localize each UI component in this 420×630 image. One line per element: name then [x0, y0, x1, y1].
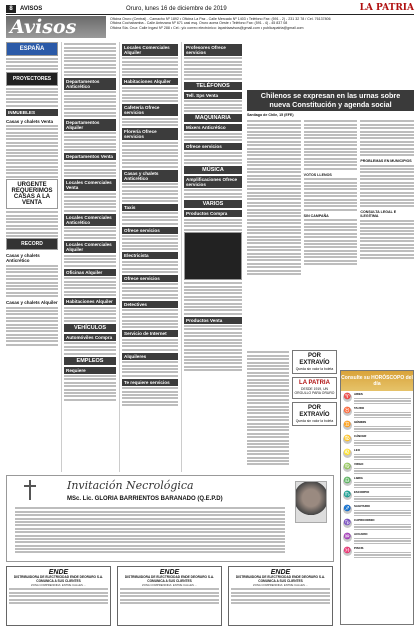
sign-text: [354, 407, 411, 419]
listing-text: [122, 118, 178, 127]
category-heading: Locales Comerciales Anticrético: [64, 214, 116, 226]
ende-text: [231, 588, 330, 604]
ende-text: [120, 588, 219, 604]
sign-text-lines: [354, 468, 411, 475]
sign-name: PISCIS: [354, 546, 364, 550]
category-heading: Electricista: [122, 252, 178, 259]
category-musica: MÚSICA: [184, 166, 242, 174]
category-heading: Requiere: [64, 367, 116, 374]
sign-name: CÁNCER: [354, 434, 367, 438]
category-heading: Ofrece servicios: [122, 227, 178, 234]
category-heading: Servicio de Internet: [122, 330, 178, 337]
sign-name: ARIES: [354, 392, 363, 396]
ad-proyectores: PROYECTORES: [6, 72, 58, 86]
sign-text: [354, 463, 411, 475]
horoscope-title: Consulte su HORÓSCOPO del día: [341, 371, 413, 391]
category-inmuebles: INMUEBLES: [6, 109, 58, 116]
cross-icon: [23, 480, 37, 500]
ende-logo: ENDE: [48, 569, 69, 576]
listing-text: [122, 387, 178, 406]
office-line: Oficina Oruro (Central) - Camacho Nº 1892 • Oficina La Paz - Calle Mercado Nº 1403 • Teléfono Fax: (591 - 2) - 231 32 78 / Cel. 76137806: [110, 17, 331, 21]
category-heading: Habitaciones Alquiler: [64, 298, 116, 305]
ende-zone: ZONA COMPRENDIDA: ENTRE CALLES ...: [141, 582, 198, 587]
zodiac-icon: ♊: [343, 422, 352, 428]
listing-text: [122, 235, 178, 251]
listing-text: [64, 342, 116, 354]
ende-notice: [228, 566, 333, 626]
sign-text: [354, 421, 411, 433]
listing-text: [64, 255, 116, 267]
sign-name: SAGITARIO: [354, 504, 370, 508]
horoscope-sign: [343, 547, 411, 559]
listing-text: [122, 212, 178, 224]
listing-text: [184, 282, 242, 315]
classified-column-4: [184, 42, 242, 472]
sign-text-lines: [354, 552, 411, 559]
listing-text: [64, 375, 116, 401]
listing-text: [184, 152, 242, 164]
sign-text-lines: [354, 398, 411, 405]
zodiac-icon: ♉: [343, 408, 352, 414]
ad-text: [6, 58, 58, 70]
article-text: [360, 120, 414, 156]
category-heading: Oficinas Alquiler: [64, 269, 116, 276]
listing-text: [64, 277, 116, 296]
sign-text: [354, 519, 411, 531]
category-heading: Locales Comerciales Alquiler: [122, 44, 178, 56]
classified-column-1: [6, 42, 58, 472]
sign-text-lines: [354, 496, 411, 503]
category-heading: Mixers Anticrético: [184, 124, 242, 131]
zodiac-icon: ♒: [343, 534, 352, 540]
article-column: [304, 119, 358, 276]
section-name: AVISOS: [20, 6, 43, 12]
category-heading: Detectives: [122, 301, 178, 308]
horoscope-sign: [343, 519, 411, 531]
article-column: [360, 119, 414, 276]
listing-text: [122, 283, 178, 299]
classified-column-3: [122, 42, 178, 472]
listing-text: [64, 132, 116, 151]
listing-text: [64, 307, 116, 323]
la-patria-promo: [292, 377, 337, 398]
column-divider: [181, 42, 182, 472]
mini-ad-title: POR EXTRAVÍO: [299, 404, 330, 418]
listing-text: [6, 307, 58, 346]
horoscope-sign: [343, 407, 411, 419]
office-line: Oficina Cochabamba - Calle Antezana Nº 671 casi esq. Oruro acera Oeste • Teléfono Fax: (591 - 4) - 45 837 08: [110, 21, 288, 26]
category-heading: Cafetería Ofrece servicios: [122, 104, 178, 116]
sign-name: TAURO: [354, 406, 365, 410]
zodiac-icon: ♈: [343, 394, 352, 400]
zodiac-icon: ♍: [343, 464, 352, 470]
mini-ads-column: [292, 350, 337, 470]
deceased-photo: [295, 481, 327, 523]
necrology-notice: [6, 475, 334, 562]
category-heading: Productos Venta: [184, 317, 242, 324]
category-heading: Florería Ofrece servicios: [122, 128, 178, 140]
listing-text: [6, 125, 58, 178]
category-varios: VARIOS: [184, 200, 242, 208]
article-text: [304, 178, 358, 211]
article-text: [360, 165, 414, 208]
subcategory: Casas y chalets Venta: [6, 118, 54, 124]
article-subhead: CONSULTA LEGAL E ILEGÍTIMA: [360, 210, 397, 219]
zodiac-icon: ♓: [343, 548, 352, 554]
sign-text-lines: [354, 454, 411, 461]
sign-text: [354, 533, 411, 545]
mini-ad-title: POR EXTRAVÍO: [299, 353, 330, 366]
ende-logo: ENDE: [270, 569, 291, 576]
ende-notice: [6, 566, 111, 626]
column-divider: [61, 42, 62, 472]
category-heading: Alquileres: [122, 353, 178, 360]
lost-notice-ad: [292, 350, 337, 374]
article-subhead: SIN CAMPAÑA: [303, 213, 329, 218]
horoscope-box: [340, 370, 414, 625]
ende-heading: DISTRIBUIDORA DE ELECTRICIDAD ENDE DEORURO S.A. COMUNICA A SUS CLIENTES: [124, 575, 215, 583]
listing-text: [184, 57, 242, 79]
necrology-title: Invitación Necrológica: [67, 479, 194, 492]
listing-text: [184, 133, 242, 142]
listing-text: [122, 57, 178, 76]
listing-text: [64, 227, 116, 239]
horoscope-sign: [343, 533, 411, 545]
listing-text: [184, 325, 242, 371]
zodiac-icon: ♋: [343, 436, 352, 442]
article-dateline: Santiago de Chile, 15 (EFE): [247, 113, 294, 117]
horoscope-sign: [343, 477, 411, 489]
avisos-title: Avisos: [6, 16, 106, 38]
classified-column-5: [247, 350, 289, 470]
article-subhead: PROBLEMAS EN MUNICIPIOS: [360, 159, 412, 164]
category-vehiculos: VEHÍCULOS: [64, 324, 116, 332]
sign-text-lines: [354, 426, 411, 433]
ad-espana: ESPAÑA: [6, 42, 58, 56]
article-text: [304, 219, 358, 265]
zodiac-icon: ♏: [343, 492, 352, 498]
ende-heading: DISTRIBUIDORA DE ELECTRICIDAD ENDE DEORURO S.A. COMUNICA A SUS CLIENTES: [235, 575, 326, 583]
listing-text: [122, 309, 178, 328]
ad-text: [6, 88, 58, 107]
category-heading: Departamentos Anticrético: [64, 78, 116, 90]
sign-text: [354, 491, 411, 503]
sign-name: GÉMINIS: [354, 420, 367, 424]
zodiac-icon: ♐: [343, 506, 352, 512]
listing-text: [64, 91, 116, 117]
newspaper-name: LA PATRIA: [359, 3, 414, 13]
ende-notice: [117, 566, 222, 626]
lost-notice-ad: [292, 402, 337, 426]
column-divider: [119, 42, 120, 472]
category-heading: Automóviles Compra: [64, 334, 116, 341]
category-heading: Departamentos Alquiler: [64, 119, 116, 131]
subcategory: Casas y chalets Alquiler: [6, 300, 58, 306]
category-heading: Locales Comerciales Alquiler: [64, 241, 116, 253]
ende-heading: DISTRIBUIDORA DE ELECTRICIDAD ENDE DEORURO S.A. COMUNICA A SUS CLIENTES: [13, 575, 104, 583]
category-heading: Ofrece servicios: [122, 275, 178, 282]
sign-name: VIRGO: [354, 462, 364, 466]
listing-text: [184, 189, 242, 198]
category-heading: Locales Comerciales Venta: [64, 179, 116, 191]
ende-zone: ZONA COMPRENDIDA: ENTRE CALLES ...: [252, 582, 309, 587]
category-heading: Tell. Sps Venta: [184, 92, 242, 99]
category-heading: Amplificaciones Ofrece servicios: [184, 176, 242, 188]
sign-text: [354, 505, 411, 517]
category-empleos: EMPLEOS: [64, 357, 116, 365]
listing-text: [122, 261, 178, 273]
listing-text: [64, 162, 116, 178]
sign-text: [354, 393, 411, 405]
category-maquinaria: MAQUINARIA: [184, 114, 242, 122]
office-line: Oficina Sta. Cruz: Calle Ingavi Nº 288 • Cel.: y/o correo electrónico: lapatriaavisos@gmail.com • publicapatria@gmail.com: [110, 25, 304, 30]
listing-text: [184, 100, 242, 112]
article-column: [247, 119, 301, 276]
horoscope-sign: [343, 393, 411, 405]
ad-record: RECORD: [6, 238, 58, 250]
news-article: [247, 90, 414, 345]
listing-text: [184, 219, 242, 231]
sign-name: LEO: [354, 448, 360, 452]
category-heading: Te requiere servicios: [122, 379, 178, 386]
ad-image-block: [184, 232, 242, 280]
ad-urgent-text: URGENTE REQUERIMOS CASAS A LA VENTA: [11, 182, 53, 207]
page-header: [6, 5, 414, 15]
sign-text: [354, 449, 411, 461]
listing-text: [122, 183, 178, 202]
horoscope-sign: [343, 449, 411, 461]
zodiac-icon: ♌: [343, 450, 352, 456]
article-text: [247, 120, 301, 275]
category-heading: Profesores Ofrece servicios: [184, 44, 242, 56]
article-headline[interactable]: Chilenos se expresan en las urnas sobre nueva Constitución y agenda social: [247, 90, 414, 111]
sign-text-lines: [354, 510, 411, 517]
horoscope-list: [341, 393, 413, 559]
sign-text-lines: [354, 412, 411, 419]
mini-ad-title: LA PATRIA: [299, 380, 330, 387]
sign-text-lines: [354, 440, 411, 447]
listing-text: [122, 142, 178, 168]
sign-text-lines: [354, 524, 411, 531]
listing-text: [122, 339, 178, 351]
article-text: [360, 220, 414, 259]
category-heading: Habitaciones Alquiler: [122, 78, 178, 85]
listing-text: [6, 265, 58, 298]
category-heading: Departamentos Venta: [64, 153, 116, 160]
sign-text: [354, 547, 411, 559]
listing-text: [247, 351, 289, 465]
article-subhead: VOTOS LLENOS: [303, 172, 332, 177]
sign-text: [354, 477, 411, 489]
listing-text: [64, 193, 116, 212]
classified-column-2: [64, 42, 116, 472]
sign-text: [354, 435, 411, 447]
zodiac-icon: ♎: [343, 478, 352, 484]
category-heading: Taxis: [122, 204, 178, 211]
listing-text: [6, 211, 58, 237]
article-body: [247, 119, 414, 276]
mini-ad-text: Queda sin valor la boleta: [295, 367, 334, 371]
ende-text: [9, 588, 108, 604]
mini-ad-text: DESDE 1919, UN ORGULLO PARA ORURO: [294, 387, 335, 396]
listing-text: [64, 43, 116, 76]
horoscope-sign: [343, 435, 411, 447]
sign-text-lines: [354, 538, 411, 545]
page-number: 8: [6, 5, 16, 13]
category-telefonos: TELÉFONOS: [184, 82, 242, 90]
category-heading: Ofrece servicios: [184, 143, 242, 150]
listing-text: [122, 361, 178, 377]
sign-text-lines: [354, 482, 411, 489]
deceased-name: MSc. Lic. GLORIA BARRIENTOS BARANADO (Q.E.P.D): [67, 496, 223, 502]
zodiac-icon: ♑: [343, 520, 352, 526]
avisos-banner: [6, 16, 414, 38]
subcategory: Casas y chalets Anticrético: [6, 253, 40, 264]
horoscope-sign: [343, 505, 411, 517]
category-heading: Productos Compra: [184, 210, 242, 217]
sign-name: ESCORPIO: [354, 490, 370, 494]
office-addresses: [110, 17, 414, 30]
sign-name: CAPRICORNIO: [354, 518, 375, 522]
horoscope-sign: [343, 491, 411, 503]
sign-name: LIBRA: [354, 476, 363, 480]
ende-zone: ZONA COMPRENDIDA: ENTRE CALLES ...: [30, 582, 87, 587]
ende-logo: ENDE: [159, 569, 180, 576]
horoscope-sign: [343, 421, 411, 433]
mini-ad-text: Queda sin valor la boleta: [295, 418, 334, 423]
horoscope-sign: [343, 463, 411, 475]
listing-text: [122, 87, 178, 103]
article-text: [304, 120, 358, 169]
category-heading: Casas y chalets Anticrético: [122, 170, 178, 182]
issue-date: Oruro, lunes 16 de diciembre de 2019: [126, 6, 227, 12]
sign-name: ACUARIO: [354, 532, 368, 536]
necrology-text: [15, 506, 285, 555]
ad-urgent: [6, 179, 58, 209]
